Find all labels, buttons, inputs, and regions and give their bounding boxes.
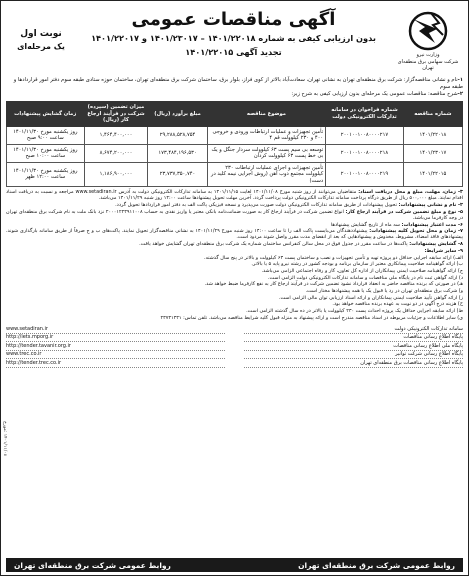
link-url[interactable]: http://iets.mporg.ir — [6, 334, 225, 343]
cell-tender-number: ۱۴۰۱/۲۲۰۱۸ — [403, 126, 462, 144]
link-url[interactable]: http://tender.trec.co.ir — [6, 359, 225, 368]
clause: ۹- سایر شرایط: — [424, 247, 463, 254]
cell-opening: روز یکشنبه مورخ ۱۴۰۱/۱۱/۳۰ ساعت ۹:۰۰ صبح — [7, 126, 85, 144]
sub-clause: ح) هزینه درج آگهی در دو نوبت به عهده برنده مناقصه خواهد بود. — [332, 301, 463, 308]
clause: ۶- مدت اعتبار پیشنهادات: سه ماه از تاریخ گشایش پیشنهادها — [330, 221, 463, 228]
company-logo — [397, 9, 459, 71]
cell-system-number: ۲۰۰۱۰۰۱۰۰۸۰۰۰۰۲۱۹ — [326, 162, 404, 187]
footer-left-text: روابط عمومی شرکت برق منطقه‌ای تهران — [14, 560, 171, 570]
sub-clause: الف) ارائه سابقه اجرایی حداقل دو پروژه تهیه و تأمین تجهیزات و نصب و ساختمان پست ۶۳ کیلوولت و بالاتر در پنج سال گذشته. — [204, 254, 463, 261]
col-subject: موضوع مناقصه — [207, 102, 326, 127]
headline — [76, 5, 391, 58]
cell-guarantee: ۱,۱۸۶,۹۰۰,۰۰۰ — [84, 162, 148, 187]
col-opening: زمان گشایش پیشنهادات — [7, 102, 85, 127]
footer-right-text: روابط عمومی شرکت برق منطقه‌ای تهران — [298, 560, 455, 570]
clause: ۴- نام و نشانی پیشنهادات: تحویل پیشنهادات از طریق سامانه تدارکات الکترونیکی دولت صورت می‌پذیرد و نسخه فیزیکی پاکت الف به دفتر امور قراردادها تحویل گردد. — [115, 201, 463, 208]
sub-clause: هـ) در صورتی که برنده مناقصه حاضر به انعقاد قرارداد نشود تضمین شرکت در فرآیند ارجاع کار به نفع کارفرما ضبط خواهد شد. — [204, 281, 463, 288]
table-row — [7, 144, 463, 162]
link-label: پایگاه اطلاع رسانی مناقصات — [244, 334, 463, 343]
col-system-number: شماره فراخوان در سامانه تدارکات الکترونیکی دولت — [326, 102, 404, 127]
stage-label: یک مرحله‌ای — [17, 42, 65, 51]
cell-estimate: ۱۷۳,۴۸۴,۱۹۶,۵۳۰ — [148, 144, 207, 162]
cell-guarantee: ۱,۴۶۴,۴۰۰,۰۰۰ — [84, 126, 148, 144]
publication-badge — [8, 29, 74, 51]
col-tender-number: شماره مناقصه — [403, 102, 462, 127]
intro-section — [6, 77, 463, 98]
cell-tender-number: ۱۴۰۱/۲۲۰۱۵ — [403, 162, 462, 187]
links-urls — [6, 325, 225, 368]
page-title: آگهی مناقصات عمومی — [131, 9, 336, 30]
round-label: نوبت اول — [20, 29, 62, 39]
cell-guarantee: ۸,۶۷۴,۲۰۰,۰۰۰ — [84, 144, 148, 162]
link-url[interactable]: www.setadiran.ir — [6, 325, 225, 334]
link-label: پایگاه اطلاع رسانی شرکت توانیر — [244, 351, 463, 360]
cell-subject: تأمین تجهیزات و عملیات ارتباطات ورودی و خروجی ۴۰۰ و ۲۳۰ کیلوولت قم ۴ — [207, 126, 326, 144]
sub-clause: د) ارائه گواهی ثبت نام در پایگاه ملی مناقصات و سامانه تدارکات الکترونیکی دولت الزامی است. — [268, 274, 463, 281]
clause: ۷- زمان و محل تحویل کلیه پیشنهادات: پیشنهاددهندگان می‌بایست پاکت الف را تا ساعت ۱۴:۰۰ روز شنبه مورخ ۱۴۰۱/۱۱/۲۹ به نشانی مناقصه‌گزار تحویل نمایند. پاکت‌های ب و ج صرفاً از طریق سامانه بارگذاری شوند. پیشنهادهای فاقد امضاء، مشروط، مخدوش و پیشنهادهایی که بعد از انقضای مدت مقرر واصل شوند مردود است. — [6, 228, 463, 241]
cell-subject: تأمین تجهیزات و اجرای عملیات ارتباطات ۲۳۰ کیلوولت مجتمع ذوب آهن (روش اجرایی نیمه کلید در دست) — [207, 162, 326, 187]
table-row — [7, 126, 463, 144]
cell-system-number: ۲۰۰۱۰۰۱۰۰۸۰۰۰۰۲۱۸ — [326, 144, 404, 162]
info-links — [6, 325, 463, 368]
sub-clause: ج) ارائه گواهینامه صلاحیت ایمنی پیمانکاران از اداره کل تعاون، کار و رفاه اجتماعی الزامی می‌باشد. — [261, 267, 463, 274]
tender-numbers: بدون ارزیابی کیفی به شماره ۱۴۰۱/۲۲۰۱۸ – ۱۴۰۱/۲۳۰۱۷ و ۱۴۰۱/۲۲۰۱۷ — [91, 33, 376, 43]
intro-item: ۱-نام و نشانی مناقصه‌گزار: شرکت برق منطقه‌ای تهران به نشانی تهران، سعادت‌آباد بالاتر از کوی فراز، بلوار برق، ساختمان شرکت برق منطقه‌ای تهران، ساختمان حوزه ستادی طبقه سوم دفتر امور قراردادها و طبقه سوم — [13, 77, 463, 90]
clause: ۵- نوع و مبلغ تضمین شرکت در فرآیند ارجاع کار: انواع تضمین شرکت در فرآیند ارجاع کار به صورت ضمانت‌نامه بانکی معتبر یا واریز نقدی به حساب ۲۰۰۰۱۲۲۳۹۱۱۰۰۸ نزد بانک ملت به نام شرکت برق منطقه‌ای تهران در وجه کارفرما می‌باشد. — [6, 208, 463, 221]
link-url[interactable]: www.trec.co.ir — [6, 351, 225, 360]
sub-clause: ز) ارائه گواهی تأیید صلاحیت ایمنی پیمانکاران و ارائه اسناد ارزیابی توان مالی الزامی است. — [278, 294, 463, 301]
table-header-row — [7, 102, 463, 127]
link-label: سامانه تدارکات الکترونیکی دولت — [244, 325, 463, 334]
ministry-label: وزارت نیرو — [416, 52, 440, 58]
renewal-note: تجدید آگهی ۱۴۰۱/۲۲۰۱۵ — [185, 47, 282, 57]
sub-clause: ب) ارائه گواهینامه صلاحیت پیمانکاری معتبر از سازمان برنامه و بودجه کشور در رشته نیرو پایه ۵ یا بالاتر. — [251, 261, 463, 268]
company-label: شرکت سهامی برق منطقه‌ای تهران — [397, 59, 459, 71]
link-label: پایگاه اطلاع رسانی مناقصات برق منطقه‌ای تهران — [244, 359, 463, 368]
cell-tender-number: ۱۴۰۱/۲۳۰۱۷ — [403, 144, 462, 162]
cell-opening: روز یکشنبه مورخ ۱۴۰۱/۱۱/۳۰ ساعت ۱۰:۰۰ صبح — [7, 144, 85, 162]
tenders-table — [6, 101, 463, 187]
links-labels — [244, 325, 463, 368]
sub-clause: ط) ارائه سابقه اجرایی حداقل یک پروژه احداث پست ۲۳۰ کیلوولت یا بالاتر در ده سال گذشته الزامی است. — [246, 308, 463, 315]
sub-clause: و) شرکت برق منطقه‌ای تهران در رد یا قبول یک یا همه پیشنهادها مختار است. — [305, 288, 463, 295]
table-row — [7, 162, 463, 187]
col-estimate: مبلغ برآورد (ریال) — [148, 102, 207, 127]
cell-subject: توسعه بی سیم پست ۶۳ کیلوولت سردار جنگل و یک بی خط پست ۶۳ کیلوولت کردان — [207, 144, 326, 162]
link-label: پایگاه ملی اطلاع رسانی مناقصات — [244, 342, 463, 351]
clause: ۸- گشایش پیشنهادات: پاکت‌ها در ساعت مقرر در جدول فوق در محل سالن کنفرانس ساختمان شماره یک شرکت برق منطقه‌ای تهران گشایش خواهد یافت. — [139, 241, 463, 248]
link-url[interactable]: http://tender.tavanir.org.ir — [6, 342, 225, 351]
conditions-section — [6, 189, 463, 321]
intro-item: ۲-شرح مناقصه: مناقصات عمومی یک مرحله‌ای بدون ارزیابی کیفی به شرح زیر: — [291, 91, 463, 97]
clause: ۳- زمان، مهلت، مبلغ و محل دریافت اسناد: متقاضیان می‌توانند از روز شنبه مورخ ۱۴۰۱/۱۱/۰۸ لغایت ۱۴۰۱/۱۱/۱۵ به سامانه تدارکات الکترونیکی دولت به آدرس www.setadiran.ir مراجعه و نسبت به دریافت اسناد اقدام نمایند. مبلغ ۵۰۰,۰۰۰ ریال از طریق درگاه پرداخت سامانه تدارکات الکترونیکی دولت پرداخت گردد. آخرین مهلت تحویل پیشنهادها ساعت ۱۴:۰۰ روز شنبه ۱۴۰۱/۱۱/۲۹ می‌باشد. — [6, 189, 463, 202]
footer-bar — [6, 558, 463, 572]
cell-opening: روز یکشنبه مورخ ۱۴۰۱/۱۱/۳۰ ساعت ۱۲:۰۰ ظهر — [7, 162, 85, 187]
cell-system-number: ۲۰۰۱۰۰۱۰۰۸۰۰۰۰۲۱۷ — [326, 126, 404, 144]
sub-clause: ی) سایر اطلاعات و جزئیات مربوطه در اسناد مناقصه مندرج است و ارائه پیشنهاد به منزله قبول کلیه شرایط مناقصه می‌باشد. تلفن تماس: ۲۳۷۳۱۴۳۱ — [160, 314, 463, 321]
cell-estimate: ۲۳,۷۳۷,۳۵۰,۷۴۰ — [148, 162, 207, 187]
side-date-stamp: ۱۴۰۱/۱۱/۰۸ :مورخ — [2, 421, 7, 457]
notice-header — [6, 5, 463, 77]
lightning-emblem-icon — [405, 9, 451, 51]
col-guarantee: میزان تضمین (سپرده) شرکت در فرآیند ارجاع کار (ریال) — [84, 102, 148, 127]
cell-estimate: ۲۹,۲۸۸,۵۲۸,۷۵۴ — [148, 126, 207, 144]
